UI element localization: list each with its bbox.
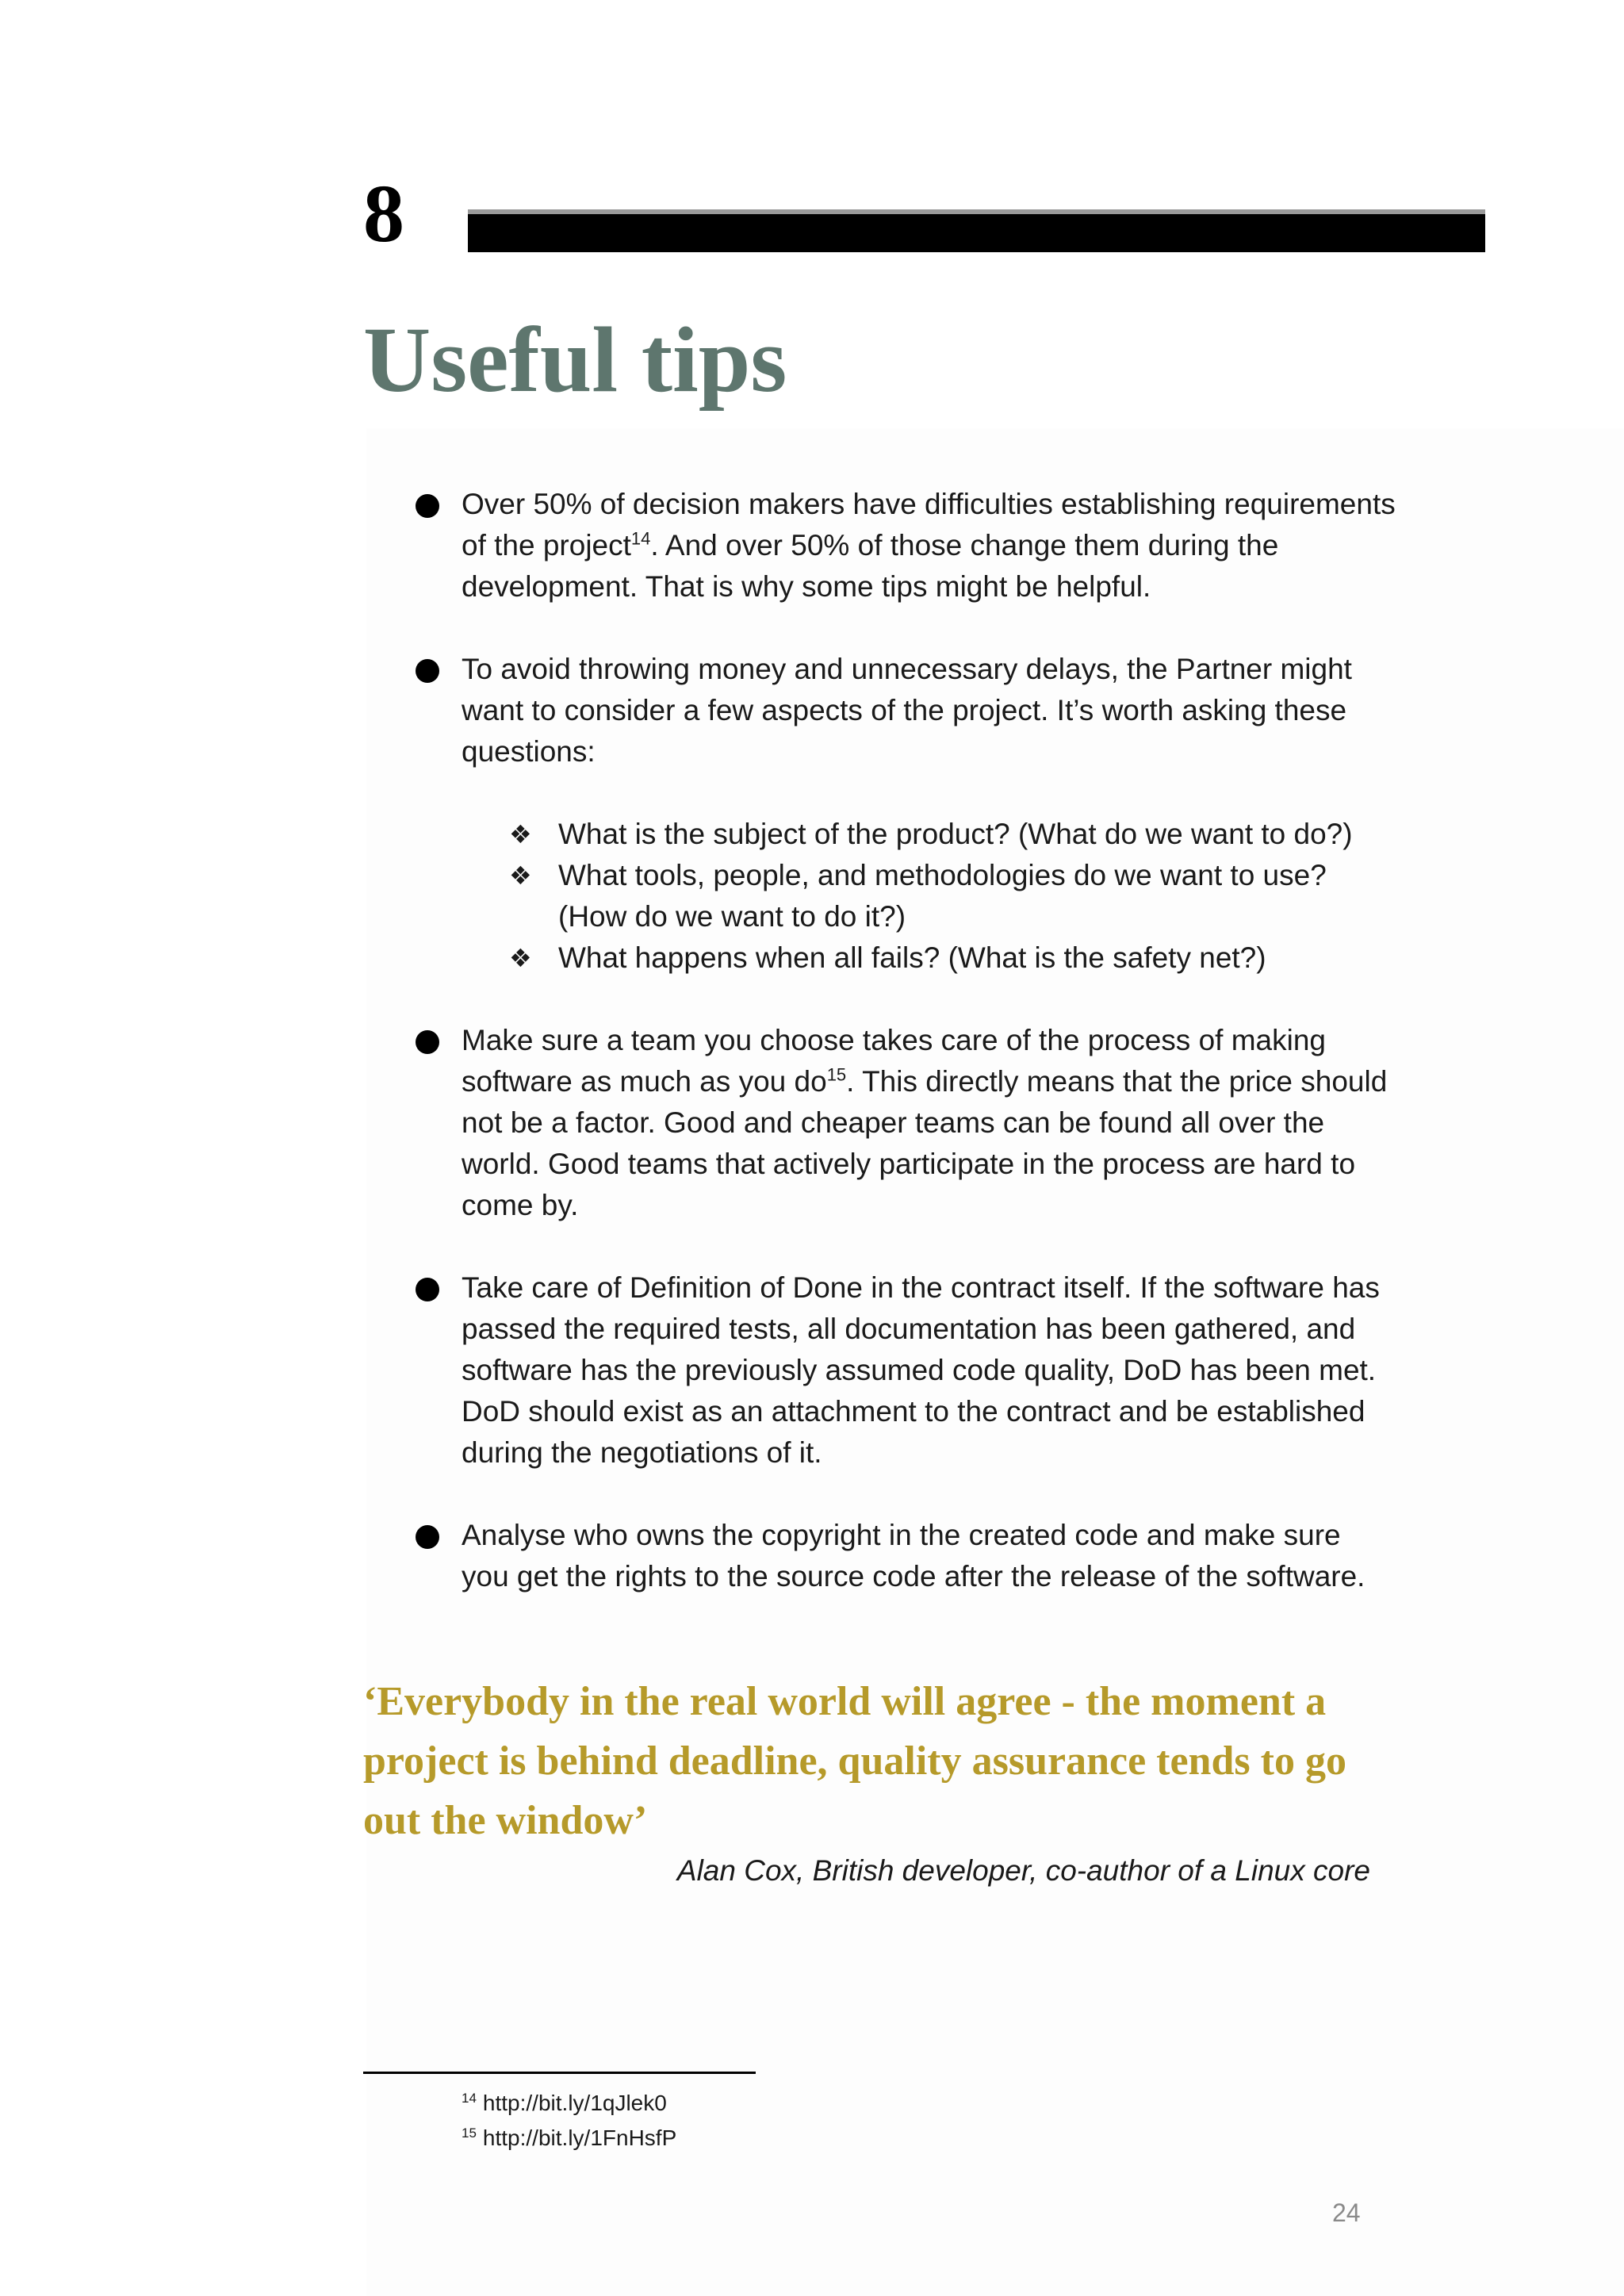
chapter-number: 8 (363, 168, 404, 259)
tip-text-cont: . And over 50% of those change them during the development. That is why some tips might be helpful. (462, 529, 1279, 603)
question-text: What tools, people, and methodologies do we want to use? (How do we want to do it?) (558, 859, 1327, 933)
quote-attribution: Alan Cox, British developer, co-author of a Linux core (676, 1854, 1370, 1887)
diamond-bullet-icon: ❖ (509, 819, 532, 849)
tip-text: Analyse who owns the copyright in the created code and make sure you get the rights to the source code after the release of the software. (462, 1519, 1365, 1593)
tip-item (412, 1267, 1396, 1474)
question-item (509, 855, 1396, 937)
tip-text: Take care of Definition of Done in the contract itself. If the software has passed the required tests, all documentation has been gathered, and software has the previously assumed code quality, DoD has been met. DoD should exist as an attachment to the contract and be established during the negotiations of it. (462, 1271, 1380, 1469)
tip-text: To avoid throwing money and unnecessary delays, the Partner might want to consider a few aspects of the project. It’s worth asking these questions: (462, 653, 1352, 768)
bullet-icon (416, 1525, 439, 1549)
tip-item (412, 1515, 1396, 1597)
bullet-icon (416, 659, 439, 683)
diamond-bullet-icon: ❖ (509, 943, 532, 973)
tip-text-cont: . This directly means that the price should not be a factor. Good and cheaper teams can be found all over the world. Good teams that actively participate in the process are hard to come by. (462, 1065, 1388, 1221)
question-item (509, 937, 1396, 979)
bullet-icon (416, 494, 439, 518)
tip-text: Over 50% of decision makers have difficulties establishing requirements of the project (462, 488, 1396, 562)
footnote-number: 15 (462, 2125, 477, 2141)
bullet-icon (416, 1278, 439, 1301)
tip-item (412, 1020, 1396, 1226)
diamond-bullet-icon: ❖ (509, 861, 532, 891)
chapter-divider-bar (468, 209, 1485, 252)
footnote-link[interactable]: http://bit.ly/1FnHsfP (482, 2125, 677, 2150)
footnote-number: 14 (462, 2090, 477, 2106)
tip-item (412, 484, 1396, 608)
footnote (462, 2121, 676, 2156)
footnote (462, 2086, 676, 2121)
question-text: What happens when all fails? (What is the safety net?) (558, 941, 1266, 974)
tip-text: Make sure a team you choose takes care of the process of making software as much as you do (462, 1024, 1327, 1098)
question-text: What is the subject of the product? (What do we want to do?) (558, 818, 1353, 850)
chapter-divider-highlight (468, 209, 1485, 214)
footnote-ref: 14 (630, 528, 651, 549)
question-item (509, 814, 1396, 855)
footnotes (462, 2086, 676, 2156)
footnote-link[interactable]: http://bit.ly/1qJlek0 (482, 2091, 667, 2115)
pull-quote: ‘Everybody in the real world will agree - the moment a project is behind deadline, quality assurance tends to go out the window’ (363, 1679, 1346, 1843)
tips-list (412, 484, 1396, 1639)
tip-item (412, 649, 1396, 979)
questions-list (509, 814, 1396, 979)
bullet-icon (416, 1030, 439, 1054)
footnote-separator (363, 2072, 756, 2074)
chapter-title: Useful tips (363, 308, 787, 412)
page-number: 24 (1332, 2198, 1361, 2227)
footnote-ref: 15 (826, 1064, 847, 1085)
